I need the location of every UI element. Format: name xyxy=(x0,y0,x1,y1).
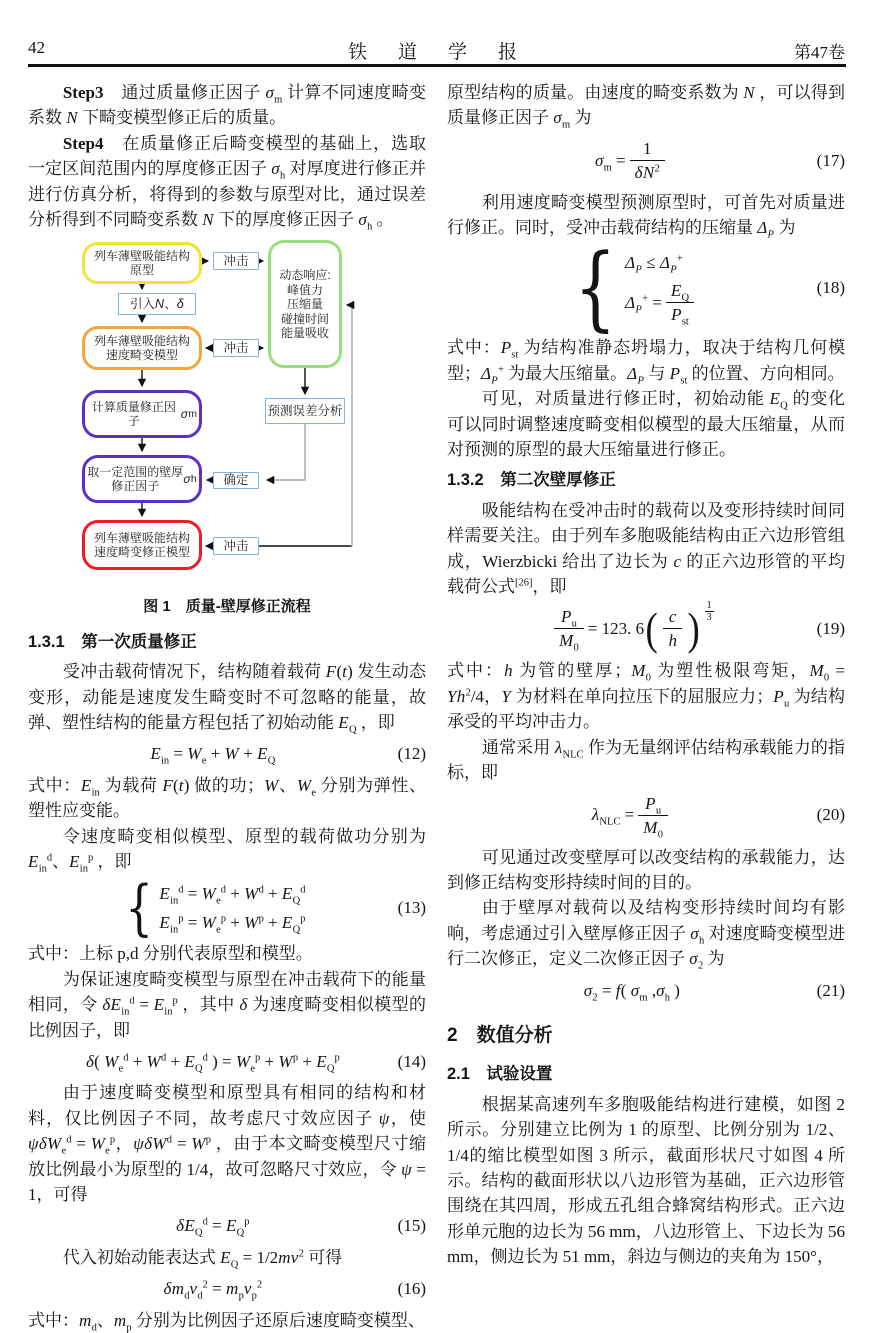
equation-number: (17) xyxy=(816,150,845,170)
equation-18: { $\Delta_P \le \Delta_P^+$ $\Delta_P^+$ = $\frac{E_Q}{P_{st}}$ (18) xyxy=(573,233,845,341)
flow-box-introduce-factors: 引入 N 、 δ xyxy=(118,293,196,315)
flow-box-prediction-error-analysis: 预测误差分析 xyxy=(265,398,345,424)
right-paren: ) xyxy=(687,603,701,655)
paragraph: 代入初始动能表达式 $E_Q = 1/2mv^2$ 可得 xyxy=(62,1247,343,1271)
paragraph: 吸能结构在受冲击时的载荷以及变形持续时间同样需要关注。由于列车多胞吸能结构由正六边形管组成，Wierzbicki 给出了边长为 c 的正六边形管的平均载荷公式[26]，即 xyxy=(447,500,845,597)
paragraph: 原型结构的质量。由速度的畸变系数为 N ，可以得到质量修正因子 $\sigma_m$ 为 xyxy=(447,83,846,131)
equation-14: δ( $W_e^d + W^d + E_Q^d$ ) = $W_e^p + W^p + E_Q^p$ (14) xyxy=(28,1049,426,1074)
equation-number: (12) xyxy=(397,744,426,764)
paragraph-step4: Step4 在质量修正后畸变模型的基础上，选取一定区间范围内的厚度修正因子 $\sigma_h$ 对厚度进行修正并进行仿真分析，将得到的参数与原型对比，通过误差分析得到不同畸变系数 N 下的厚度修正因子 $\sigma_h$ 。 xyxy=(28,133,427,233)
equation-19: $\frac{P_u}{M_0}$ = 123. 6 ( $\frac{c}{h}$ ) 1 3 (19) xyxy=(447,605,845,652)
paragraph: 利用速度畸变模型预测原型时，可首先对质量进行修正。同时，受冲击载荷结构的压缩量 $\Delta_P$ 为 xyxy=(447,192,845,241)
left-column xyxy=(28,80,426,1333)
flow-label-confirm: 确定 xyxy=(213,472,259,489)
equation-number: (20) xyxy=(816,805,845,825)
header-rule xyxy=(28,64,846,67)
flowchart xyxy=(28,240,428,585)
right-column xyxy=(447,80,845,1270)
paragraph: 通常采用 $\lambda_{NLC}$ 作为无量纲评估结构承载能力的指标，即 xyxy=(447,737,846,783)
figure-1-caption: 图 1 质量-壁厚修正流程 xyxy=(143,598,311,616)
equation-number: (21) xyxy=(816,980,845,1000)
paragraph: 为保证速度畸变模型与原型在冲击载荷下的能量相同，令 $\delta E_{in}^d = E_{in}^p$ ，其中 δ 为速度畸变相似模型的比例因子，即 xyxy=(28,969,426,1040)
equation-13: { $E_{in}^d = W_e^d + W^d + E_Q^d$ $E_{in}^p = W_e^p + W^p + E_Q^p$ (13) xyxy=(125,872,426,943)
paragraph: 式中：$E_{in}$ 为载荷 F(t) 做的功；W、$W_e$ 分别为弹性、塑性应变能。 xyxy=(28,775,427,821)
volume-label: 第47卷 xyxy=(794,43,845,62)
paragraph: 由于壁厚对载荷以及结构变形持续时间均有影响，考虑通过引入壁厚修正因子 $\sigma_h$ 对速度畸变模型进行二次修正，定义二次修正因子 $\sigma_2$ 为 xyxy=(447,898,846,972)
equation-number: (18) xyxy=(816,278,845,298)
journal-title: 铁 道 学 报 xyxy=(347,42,523,63)
left-paren: ( xyxy=(645,603,658,655)
equation-number: (13) xyxy=(397,898,426,918)
equation-21: $\sigma_2 = f$( $\sigma_m$ $,\sigma_h$ ) (21) xyxy=(447,978,845,1003)
flow-label-impact-3: 冲击 xyxy=(213,537,259,555)
paragraph: 式中：$P_{st}$ 为结构准静态坍塌力，取决于结构几何模型；$\Delta_P^+$ 为最大压缩量。$\Delta_P$ 与 $P_{st}$ 的位置、方向相同。 xyxy=(447,338,846,387)
paragraph: 式中：上标 p,d 分别代表原型和模型。 xyxy=(28,944,313,964)
heading-2-1: 2.1 试验设置 xyxy=(447,1065,553,1084)
paragraph: 受冲击载荷情况下，结构随着载荷 F(t) 发生动态变形，动能是速度发生畸变时不可忽略的能量，故弹、塑性结构的能量方程包括了初始动能 $E_Q$ ，即 xyxy=(28,662,427,736)
equation-20: $\lambda_{NLC}$ = $\frac{P_u}{M_0}$ (20) xyxy=(591,793,845,840)
flow-box-corrected-model: 列车薄壁吸能结构 速度畸变修正模型 xyxy=(82,520,202,570)
figure-1 xyxy=(28,240,426,619)
paragraph: 式中：h 为管的壁厚；$M_0$ 为塑性极限弯矩，$M_0 = Yh^2/4$，Y 为材料在单向拉压下的屈服应力；$P_u$ 为结构承受的平均冲击力。 xyxy=(447,661,846,732)
flow-label-impact-1: 冲击 xyxy=(213,252,259,270)
equation-17: $\sigma_m$ = $\frac{1}{\delta N^2}$ (17) xyxy=(594,138,845,182)
heading-1-3-1: 1.3.1 第一次质量修正 xyxy=(28,632,197,651)
equation-12: $E_{in} = W_e + W + E_Q$ (12) xyxy=(28,741,426,766)
cases-brace: { xyxy=(573,233,616,341)
paragraph: 令速度畸变相似模型、原型的载荷做功分别为 $E_{in}^d$、$E_{in}^p$ ，即 xyxy=(28,826,426,875)
flow-label-impact-2: 冲击 xyxy=(213,339,259,357)
flow-box-calc-mass-factor: 计算质量修正因子 σ m xyxy=(82,390,202,438)
paragraph: 由于速度畸变模型和原型具有相同的结构和材料，仅比例因子不同，故考虑尺寸效应因子 ψ，使 $\psi\delta W_e^d = W_e^p$，$\psi\delta W^d = W^p$ ，由于本文畸变模型尺寸缩放比例最小为原型的 1/4，故可忽略尺寸效应，令 ψ = 1，可得 xyxy=(28,1083,427,1204)
page-number: 42 xyxy=(28,38,45,57)
flow-box-thickness-factor-range: 取一定范围的壁厚 修正因子 σ h xyxy=(82,455,202,503)
cases-brace: { xyxy=(125,872,154,943)
equation-number: (16) xyxy=(397,1279,426,1299)
heading-2: 2 数值分析 xyxy=(447,1024,553,1046)
equation-15: $\delta E_Q^d = E_Q^p$ (15) xyxy=(28,1213,426,1238)
flow-box-prototype: 列车薄壁吸能结构 原型 xyxy=(82,242,202,284)
flow-box-dynamic-response: 动态响应: 峰值力 压缩量 碰撞时间 能量吸收 xyxy=(268,240,342,368)
paragraph: 可见，对质量进行修正时，初始动能 $E_Q$ 的变化可以同时调整速度畸变相似模型的最大压缩量，从而对预测的原型的最大压缩量进行修正。 xyxy=(447,389,846,460)
equation-number: (15) xyxy=(397,1216,426,1236)
paragraph: 可见通过改变壁厚可以改变结构的承载能力，达到修正结构变形持续时间的目的。 xyxy=(447,847,845,892)
equation-number: (19) xyxy=(816,619,845,639)
paragraph-step3: Step3 通过质量修正因子 $\sigma_m$ 计算不同速度畸变系数 N 下畸变模型修正后的质量。 xyxy=(28,83,427,128)
paragraph: 根据某高速列车多胞吸能结构进行建模，如图 2 所示。分别建立比例为 1 的原型、比例分别为 1/2、1/4的缩比模型如图 3 所示，截面形状尺寸如图 4 所示。结构的截面形状以八边形管为基础，正六边形管围绕在其四周，形成五孔组合蜂窝结构形式。正六边形单元胞的边长为 56 mm，八边形管上、下边长为 56 mm，侧边长为 51 mm，斜边与侧边的夹角为 150°， xyxy=(447,1094,845,1267)
paragraph: 式中：$m_d$、$m_p$ 分别为比例因子还原后速度畸变模型、 xyxy=(28,1310,425,1333)
equation-number: (14) xyxy=(397,1051,426,1071)
flow-box-distortion-model: 列车薄壁吸能结构 速度畸变模型 xyxy=(82,326,202,370)
equation-16: $\delta m_dv_d^2 = m_pv_p^2$ (16) xyxy=(28,1276,426,1301)
heading-1-3-2: 1.3.2 第二次壁厚修正 xyxy=(447,471,616,490)
